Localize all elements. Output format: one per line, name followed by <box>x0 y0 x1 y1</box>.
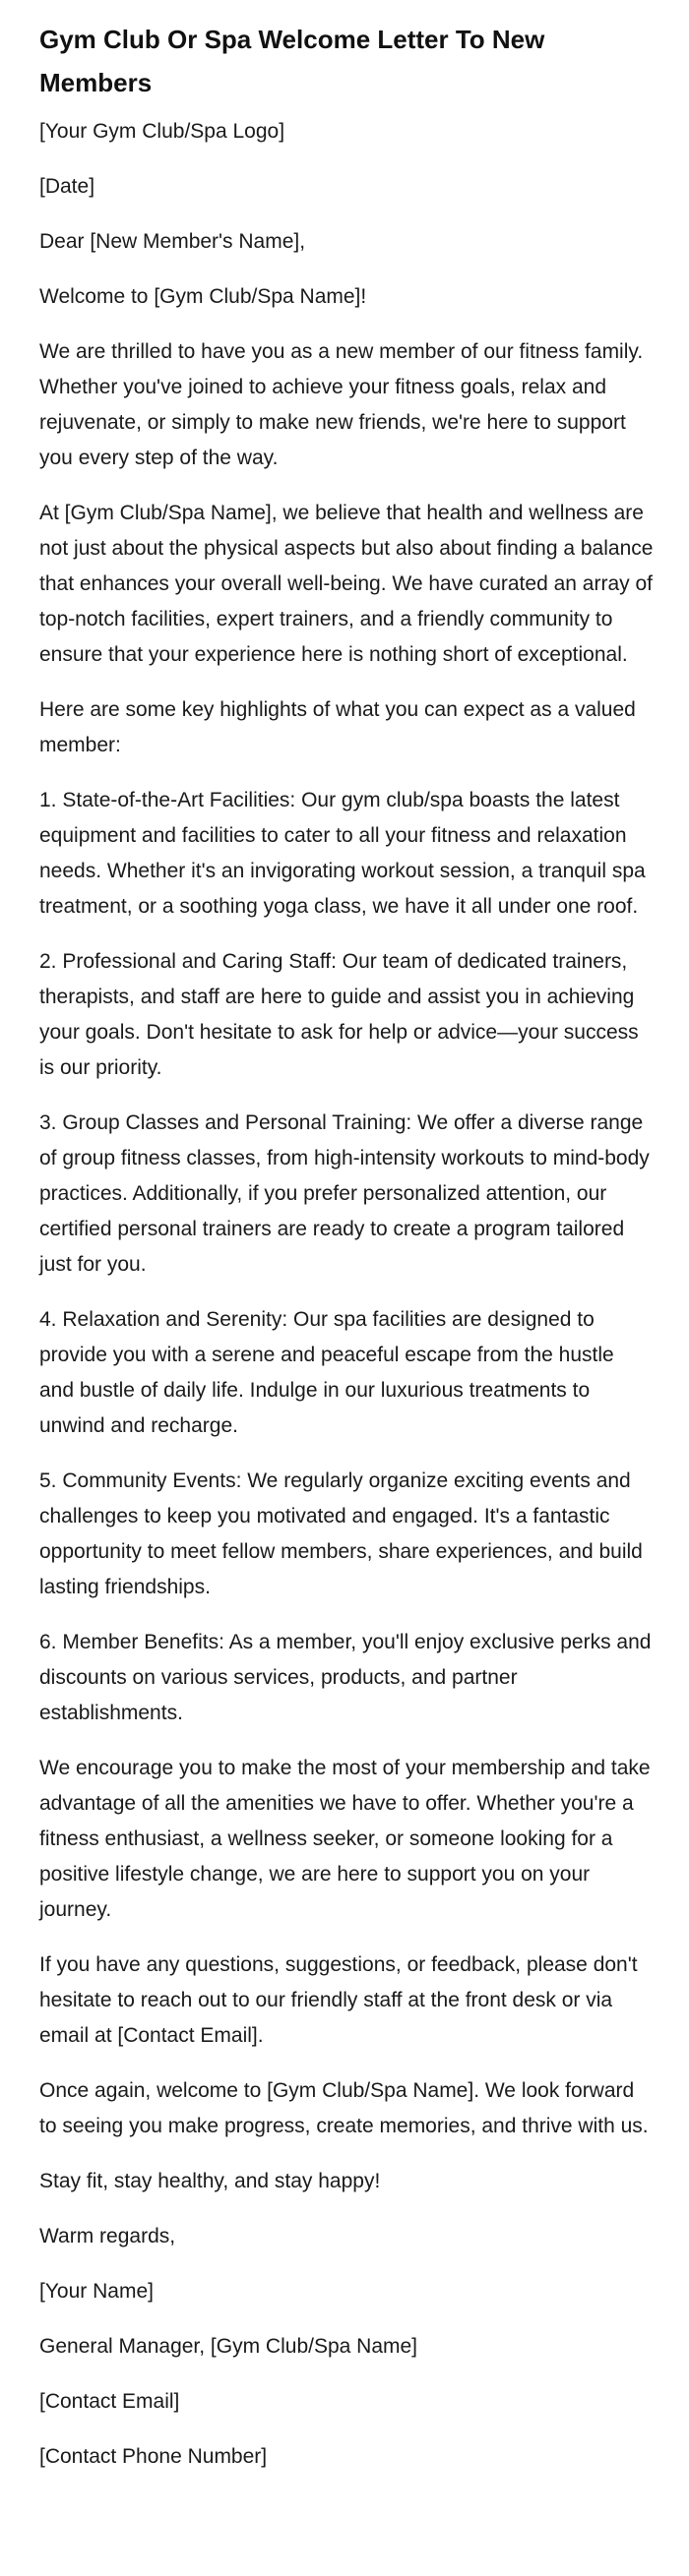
logo-placeholder: [Your Gym Club/Spa Logo] <box>39 120 285 143</box>
intro-paragraph: We are thrilled to have you as a new member of our fitness family. Whether you've joined to achieve your fitness goals, relax and rejuvenate, or simply to make new friends, we're here to support you every step of the way. <box>39 340 644 469</box>
signer-title: General Manager, [Gym Club/Spa Name] <box>39 2335 418 2358</box>
philosophy-paragraph: At [Gym Club/Spa Name], we believe that health and wellness are not just about the physical aspects but also about finding a balance that enhances your overall well-being. We have curated an array of top-notch facilities, expert trainers, and a friendly community to ensure that your experience here is nothing short of exceptional. <box>39 502 654 666</box>
date-line: [Date] <box>39 175 95 198</box>
highlight-staff: 2. Professional and Caring Staff: Our team of dedicated trainers, therapists, and staff are here to guide and assist you in achieving your goals. Don't hesitate to ask for help or advice—your success is our priority. <box>39 950 639 1079</box>
closing-paragraph: Once again, welcome to [Gym Club/Spa Name]. We look forward to seeing you make progress, create memories, and thrive with us. <box>39 2079 649 2137</box>
highlight-community: 5. Community Events: We regularly organize exciting events and challenges to keep you motivated and engaged. It's a fantastic opportunity to meet fellow members, share experiences, and build lasting friendships. <box>39 1469 643 1598</box>
highlight-benefits: 6. Member Benefits: As a member, you'll enjoy exclusive perks and discounts on various services, products, and partner establishments. <box>39 1631 652 1724</box>
contact-paragraph: If you have any questions, suggestions, or feedback, please don't hesitate to reach out to our friendly staff at the front desk or via email at [Contact Email]. <box>39 1953 638 2047</box>
welcome-line: Welcome to [Gym Club/Spa Name]! <box>39 285 367 308</box>
sign-off-motto: Stay fit, stay healthy, and stay happy! <box>39 2170 381 2192</box>
highlight-relaxation: 4. Relaxation and Serenity: Our spa facilities are designed to provide you with a serene and peaceful escape from the hustle and bustle of daily life. Indulge in our luxurious treatments to unwind and recharge. <box>39 1308 614 1437</box>
encouragement-paragraph: We encourage you to make the most of your membership and take advantage of all the amenities we have to offer. Whether you're a fitness enthusiast, a wellness seeker, or someone looking for a positive lifestyle change, we are here to support you on your journey. <box>39 1757 651 1921</box>
letter-title: Gym Club Or Spa Welcome Letter To New Members <box>39 25 545 97</box>
highlight-facilities: 1. State-of-the-Art Facilities: Our gym club/spa boasts the latest equipment and facilities to cater to all your fitness and relaxation needs. Whether it's an invigorating workout session, a tranquil spa treatment, or a soothing yoga class, we have it all under one roof. <box>39 789 646 918</box>
highlights-intro: Here are some key highlights of what you can expect as a valued member: <box>39 698 636 756</box>
valediction: Warm regards, <box>39 2225 176 2247</box>
salutation: Dear [New Member's Name], <box>39 230 306 253</box>
signer-name: [Your Name] <box>39 2280 154 2303</box>
signer-phone: [Contact Phone Number] <box>39 2445 268 2468</box>
highlight-classes: 3. Group Classes and Personal Training: We offer a diverse range of group fitness classes, from high-intensity workouts to mind-body practices. Additionally, if you prefer personalized attention, our certified personal trainers are ready to create a program tailored just for you. <box>39 1111 650 1276</box>
signer-email: [Contact Email] <box>39 2390 180 2413</box>
